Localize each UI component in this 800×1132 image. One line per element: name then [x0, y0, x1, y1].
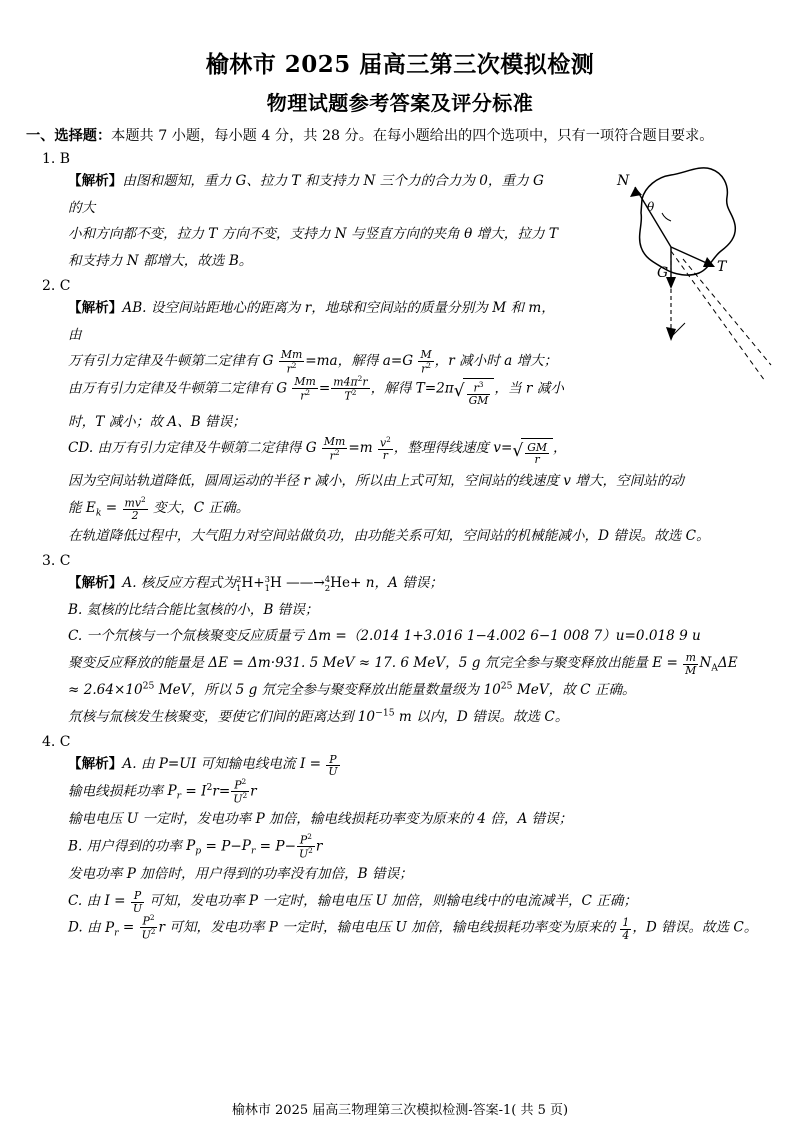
question-number-3: 3. C	[42, 553, 71, 570]
q3-line-2: B. 氦核的比结合能比氢核的小，B 错误；	[68, 601, 319, 618]
q3-line-1: 【解析】A. 核反应方程式为 2 1 H+ 3 1 H ——→ 4 2 He+ n，A 错误；	[68, 574, 443, 593]
page-title: 榆林市 2025 届高三第三次模拟检测	[205, 51, 595, 78]
section-heading	[26, 126, 774, 147]
q4-line-7: D. 由 $P_r$ = $\frac{P^2}{U^2}$ r 可知，发电功率 P 一定时，输电电压 U 加倍，输电线损耗功率变为原来的 $\frac{1}{4}$ ，D 错误。故选 C。	[68, 913, 758, 942]
q2-line-8: 在轨道降低过程中，大气阻力对空间站做负功，由功能关系可知，空间站的机械能减小，D 错误。故选 C。	[68, 527, 710, 544]
q4-line-4: B. 用户得到的功率 $P_p = P-P_r = P-$ $\frac{P^2}{U^2}$ r	[68, 831, 323, 861]
q4-line-6: C. 由 I = $\frac{P}{U}$ 可知，发电功率 P 一定时，输电电压 U 加倍，则输电线中的电流减半，C 正确；	[68, 889, 638, 915]
svg-text:θ: θ	[647, 200, 655, 215]
question-number-2: 2. C	[42, 278, 71, 295]
q2-line-6: 因为空间站轨道降低，圆周运动的半径 r 减小，所以由上式可知，空间站的线速度 v 增大，空间站的动	[68, 473, 685, 490]
section-text: 本题共 7 小题，每小题 4 分，共 28 分。在每小题给出的四个选项中，只有一项符合题目要求。	[111, 128, 714, 144]
q1-line-1: 【解析】由图和题知，重力 G、拉力 T 和支持力 N 三个力的合力为 0，重力 G 的大	[68, 173, 544, 216]
q3-line-3: C. 一个氘核与一个氚核聚变反应质量亏 Δm =（2.014 1+3.016 1−4.002 6−1 008 7）u=0.018 9 u	[68, 628, 701, 645]
q3-line-5: ≈ $2.64\times 10^{25}$ MeV，所以 5 g 氘完全参与聚变释放出能量数量级为 $10^{25}$ MeV，故 C 正确。	[68, 680, 636, 699]
question-number-4: 4. C	[42, 734, 71, 751]
question-block-2	[26, 278, 774, 549]
q2-line-5: CD. 由万有引力定律及牛顿第二定律得 G $\frac{Mm}{r^2}$ =m $\frac{v^2}{r}$ ，整理得线速度 v=√ $\frac{GM}{r}$ ，	[68, 435, 567, 467]
q1-line-2: 小和方向都不变，拉力 T 方向不变，支持力 N 与竖直方向的夹角 θ 增大，拉力 T	[68, 226, 558, 243]
q1-line-3: 和支持力 N 都增大，故选 B。	[68, 252, 253, 269]
svg-text:T: T	[717, 259, 727, 276]
question-block-3	[26, 553, 774, 730]
q2-line-2: 万有引力定律及牛顿第二定律有 G $\frac{Mm}{r^2}$ =ma，解得 a=G $\frac{M}{r^2}$ ，r 减小时 a 增大；	[68, 348, 558, 376]
q4-line-2: 输电线损耗功率 $P_r = I^2r=$ $\frac{P^2}{U^2}$ r	[68, 776, 257, 806]
q4-line-1: 【解析】A. 由 P=UI 可知输电线电流 I = $\frac{P}{U}$	[68, 752, 338, 779]
question-block-4	[26, 734, 774, 942]
page-subtitle: 物理试题参考答案及评分标准	[266, 91, 534, 115]
question-block-1	[26, 151, 774, 282]
q2-line-3: 由万有引力定律及牛顿第二定律有 G $\frac{Mm}{r^2}$ = $\frac{m4\pi^2r}{T^2}$ ，解得 T=2π√ $\frac{r^3}{GM}$ ，当 r 减小	[68, 373, 564, 407]
q2-line-1: 【解析】AB. 设空间站距地心的距离为 r，地球和空间站的质量分别为 M 和 m，由	[68, 300, 555, 343]
svg-text:G: G	[657, 265, 669, 282]
q2-line-7: 能 $E_k$ = $\frac{mv^2}{2}$ 变大，C 正确。	[68, 494, 250, 522]
q4-line-3: 输电电压 U 一定时，发电功率 P 加倍，输电线损耗功率变为原来的 4 倍，A 错误；	[68, 811, 573, 828]
question-number-1: 1. B	[42, 151, 71, 168]
q3-line-6: 氘核与氚核发生核聚变，要使它们间的距离达到 $10^{-15}$ m 以内，D 错误。故选 C。	[68, 707, 569, 725]
q2-line-4: 时，T 减小；故 A、B 错误；	[68, 413, 246, 430]
section-label: 一、选择题：	[26, 128, 112, 144]
svg-text:N: N	[617, 173, 630, 190]
q3-line-4: 聚变反应释放的能量是 ΔE = Δm·931. 5 MeV ≈ 17. 6 MeV，5 g 氘完全参与聚变释放出能量 E = $\frac{m}{M}$ $N_A\Delta E$	[68, 651, 738, 677]
page-footer: 榆林市 2025 届高三物理第三次模拟检测-答案-1( 共 5 页)	[231, 1103, 569, 1118]
q4-line-5: 发电功率 P 加倍时，用户得到的功率没有加倍，B 错误；	[68, 866, 413, 883]
